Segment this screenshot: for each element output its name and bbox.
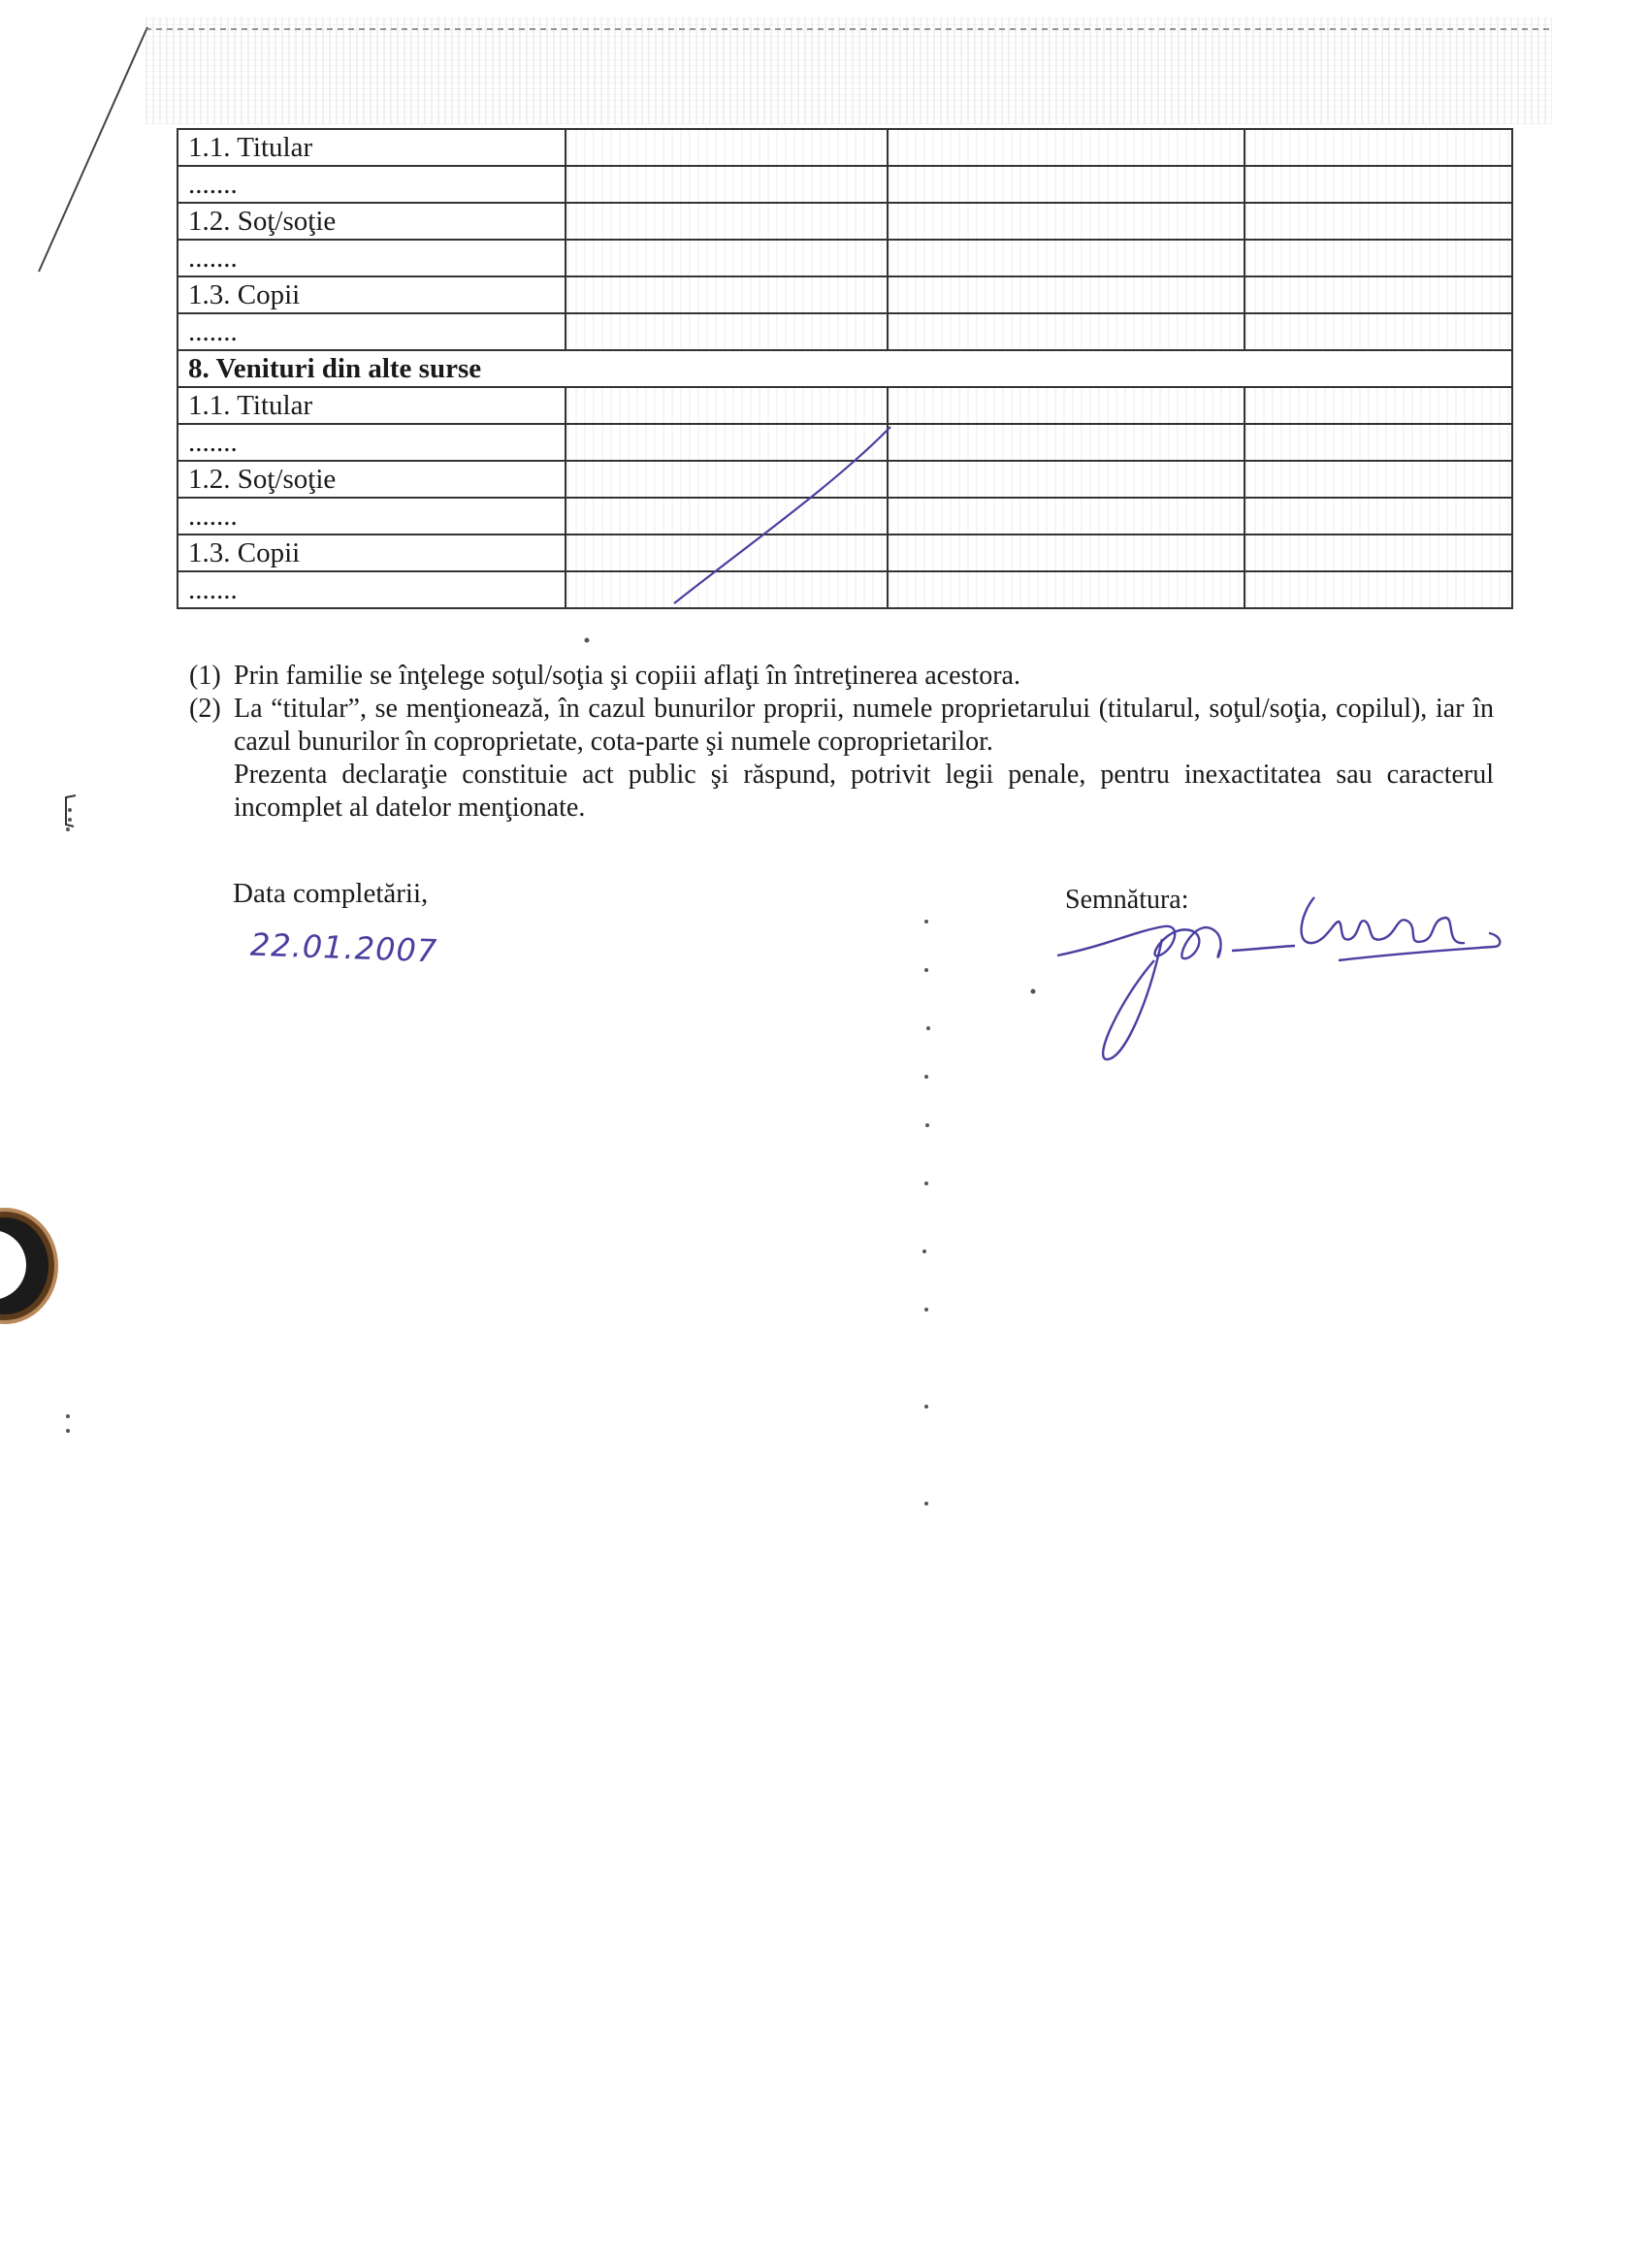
row-label-dots: ....... [178,166,566,203]
table-cell [888,424,1245,461]
row-label-dots: ....... [178,498,566,535]
table-row [178,498,1512,535]
row-label-sot-sotie: 1.2. Soţ/soţie [178,203,566,240]
row-label-sot-sotie: 1.2. Soţ/soţie [178,461,566,498]
signature-label: Semnătura: [1065,885,1189,915]
footnote-text: Prin familie se înţelege soţul/soţia şi copiii aflaţi în întreţinerea acestora. [234,661,1020,691]
table-row [178,535,1512,571]
table-cell [566,276,888,313]
table-cell [1245,166,1512,203]
table-cell [566,498,888,535]
table-row [178,313,1512,350]
footnote-number: (2) [189,694,221,724]
table-cell [566,203,888,240]
table-cell [566,240,888,276]
table-cell [888,276,1245,313]
row-label-titular: 1.1. Titular [178,129,566,166]
table-cell [888,571,1245,608]
table-cell [1245,240,1512,276]
table-cell [566,166,888,203]
table-cell [566,535,888,571]
table-cell [888,387,1245,424]
table-cell [1245,571,1512,608]
table-cell [1245,203,1512,240]
table-cell [1245,313,1512,350]
table-cell [888,166,1245,203]
table-cell [888,535,1245,571]
table-cell [1245,461,1512,498]
income-table [177,128,1513,609]
table-row [178,387,1512,424]
table-row [178,129,1512,166]
row-label-dots: ....... [178,240,566,276]
row-label-titular: 1.1. Titular [178,387,566,424]
table-cell [1245,387,1512,424]
footnote-1 [189,660,1494,693]
table-cell [566,129,888,166]
table-row [178,203,1512,240]
row-label-dots: ....... [178,313,566,350]
table-row [178,240,1512,276]
section-title: 8. Venituri din alte surse [178,350,1512,387]
table-row [178,424,1512,461]
section-row [178,350,1512,387]
table-cell [888,461,1245,498]
table-cell [888,240,1245,276]
row-label-copii: 1.3. Copii [178,535,566,571]
table-cell [1245,535,1512,571]
table-cell [566,424,888,461]
table-row [178,166,1512,203]
table-cell [566,571,888,608]
row-label-dots: ....... [178,424,566,461]
footnote-text: La “titular”, se menţionează, în cazul bunurilor proprii, numele proprietarului (titularul, soţul/soţia, copilul), iar în cazul bunurilor în coproprietate, cota-parte şi numele coproprietarilor. [234,694,1494,757]
table-row [178,461,1512,498]
table-cell [888,203,1245,240]
table-cell [566,387,888,424]
table-cell [566,313,888,350]
row-label-copii: 1.3. Copii [178,276,566,313]
date-label: Data completării, [233,878,429,909]
handwritten-date: 22.01.2007 [249,925,438,970]
table-cell [1245,424,1512,461]
footnote-2 [189,693,1494,759]
table-cell [566,461,888,498]
table-cell [1245,498,1512,535]
table-cell [1245,276,1512,313]
table-row [178,571,1512,608]
table-cell [888,498,1245,535]
table-row [178,276,1512,313]
declaration-text: Prezenta declaraţie constituie act public şi răspund, potrivit legii penale, pentru inexactitatea sau caracterul incomplet al datelor menţionate. [234,760,1494,823]
scan-noise-header [146,17,1552,124]
table-cell [1245,129,1512,166]
declaration-statement [189,759,1494,825]
handwritten-signature [1048,854,1513,1067]
table-cell [888,313,1245,350]
table-cell [888,129,1245,166]
row-label-dots: ....... [178,571,566,608]
footnotes [189,660,1494,825]
footnote-number: (1) [189,661,221,691]
